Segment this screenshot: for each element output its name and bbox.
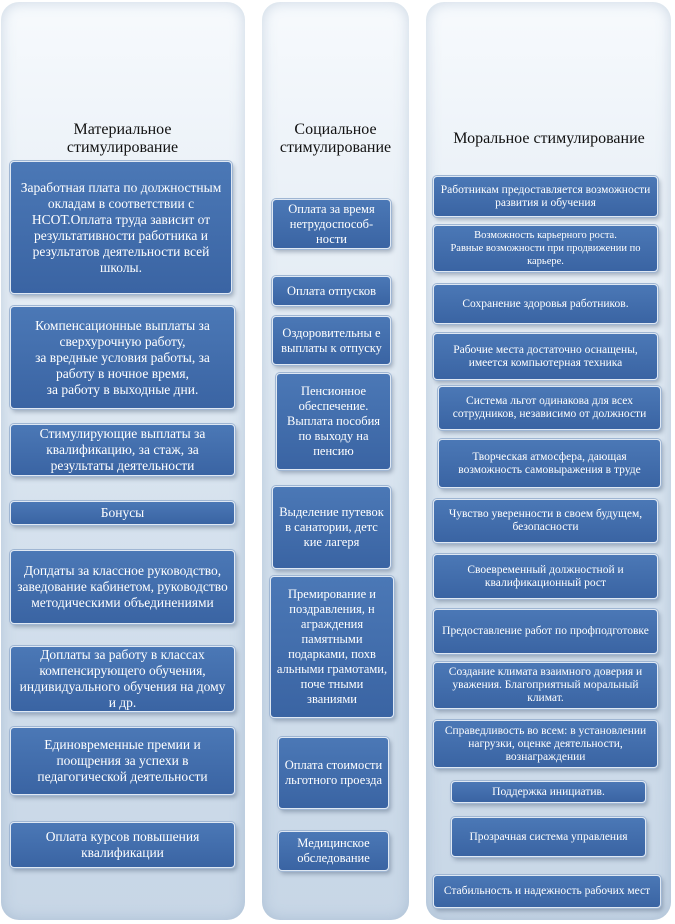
material-item: Допдаты за классное руководство, заведование кабинетом, руководство методическими объединениями [10,550,235,624]
moral-item: Возможность карьерного роста. Равные возможности при продвижении по карьере. [433,225,658,272]
social-item: Оплата за время нетрудоспособ-ности [272,199,391,249]
social-item: Выделение путевок в санатории, детс кие лагеря [272,486,391,569]
social-item: Пенсионное обеспечение. Выплата пособия по выходу на пенсию [276,373,391,470]
moral-item: Система льгот одинакова для всех сотрудников, независимо от должности [438,386,661,430]
material-item: Компенсационные выплаты за сверхурочную работу, за вредные условия работы, за работу в ночное время, за работу в выходные дни. [10,306,235,409]
moral-item: Сохранение здоровья работников. [433,284,658,324]
moral-item: Прозрачная система управления [451,817,646,857]
social-item: Оплата стоимости льготного проезда [278,737,389,809]
column-title-material: Материальное стимулирование [66,121,179,156]
moral-item: Чувство уверенности в своем будущем, безопасности [433,499,658,543]
material-item: Заработная плата по должностным окладам в соответствии с НСОТ.Оплата труда зависит от результативности работника и результатов деятельности всей школы. [10,161,232,294]
column-title-moral: Моральное стимулирование [453,130,645,147]
moral-item: Поддержка инициатив. [451,781,646,803]
moral-item: Творческая атмосфера, дающая возможность самовыражения в труде [438,439,661,488]
moral-item: Работникам предоставляется возможности развития и обучения [433,176,658,217]
moral-item: Создание климата взаимного доверия и уважения. Благоприятный моральный климат. [433,662,658,709]
material-item: Единовременные премии и поощрения за успехи в педагогической деятельности [10,727,235,795]
social-item: Премирование и поздравления, н аграждения памятными подарками, похв альными грамотами, поче тными званиями [270,576,394,718]
material-item: Доплаты за работу в классах компенсирующего обучения, индивидуального обучения на дому и др. [10,646,235,712]
moral-item: Предоставление работ по профподготовке [433,609,658,654]
moral-item: Рабочие места достаточно оснащены, имеется компьютерная техника [433,333,658,380]
social-item: Медицинское обследование [278,831,389,871]
moral-item: Справедливость во всем: в установлении нагрузки, оценке деятельности, вознаграждении [433,720,658,768]
moral-item: Своевременный должностной и квалификационный рост [433,554,658,599]
social-item: Оздоровительны е выплаты к отпуску [272,316,391,365]
material-item: Стимулирующие выплаты за квалификацию, за стаж, за результаты деятельности [10,424,235,476]
moral-item: Стабильность и надежность рабочих мест [433,875,661,908]
material-item: Оплата курсов повышения квалификации [10,822,235,868]
material-item: Бонусы [10,501,235,525]
social-item: Оплата отпусков [272,276,391,306]
column-title-social: Социальное стимулирование [279,121,392,156]
